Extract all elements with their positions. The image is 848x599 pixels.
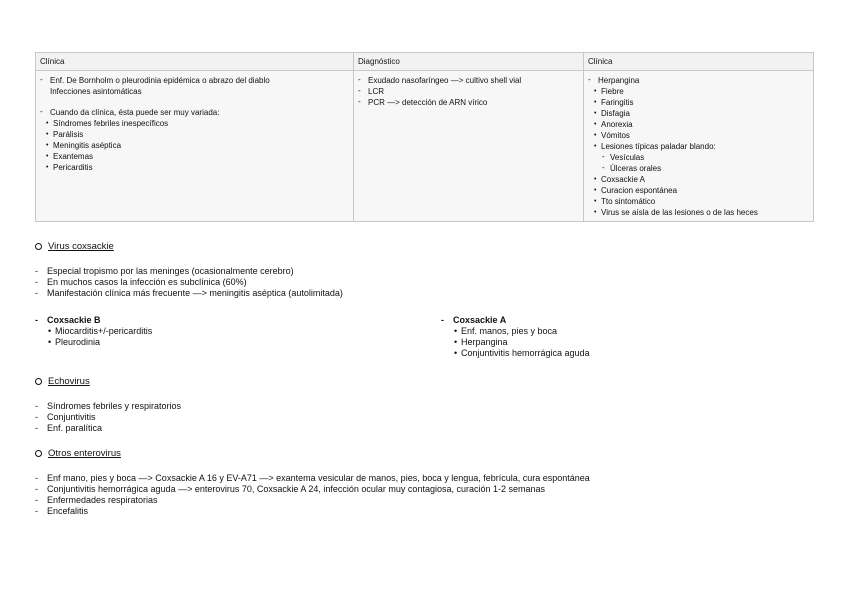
section-coxsackie — [35, 241, 114, 252]
section-title: Echovirus — [48, 376, 90, 387]
list-item: • Curacion espontánea — [588, 185, 809, 196]
section-echovirus — [35, 376, 90, 387]
list-item: - Herpangina — [588, 75, 809, 86]
list-item: • Fiebre — [588, 86, 809, 97]
circle-bullet-icon — [35, 378, 42, 385]
coxsackie-a-title: - Coxsackie A — [441, 315, 590, 326]
list-item: • Vómitos — [588, 130, 809, 141]
list-item: - Enf mano, pies y boca —> Coxsackie A 16 y EV-A71 —> exantema vesicular de manos, pies, boca y lengua, febrícula, cura espontánea — [35, 473, 590, 484]
list-item: - Encefalitis — [35, 506, 590, 517]
table-header-row — [36, 53, 814, 71]
section-title: Otros enterovirus — [48, 448, 121, 459]
list-item: • Coxsackie A — [588, 174, 809, 185]
list-item: - Úlceras orales — [588, 163, 809, 174]
cell-diagnostico — [354, 71, 584, 222]
coxsackie-lines — [35, 266, 343, 299]
list-item: • Meningitis aséptica — [40, 140, 349, 151]
list-item: • Pericarditis — [40, 162, 349, 173]
section-otros-enterovirus — [35, 448, 121, 459]
section-heading — [35, 448, 121, 459]
list-item: • Anorexia — [588, 119, 809, 130]
list-item: • Virus se aísla de las lesiones o de las heces — [588, 207, 809, 218]
list-item: • Parálisis — [40, 129, 349, 140]
section-heading — [35, 241, 114, 252]
list-item: - PCR —> detección de ARN vírico — [358, 97, 579, 108]
list-item: - Vesículas — [588, 152, 809, 163]
section-heading — [35, 376, 90, 387]
list-item: - Enfermedades respiratorias — [35, 495, 590, 506]
list-item: - Manifestación clínica más frecuente —> meningitis aséptica (autolimitada) — [35, 288, 343, 299]
cell-clinica-enterovirus — [36, 71, 354, 222]
list-item: • Herpangina — [441, 337, 590, 348]
list-item: - Cuando da clínica, ésta puede ser muy variada: — [40, 107, 349, 118]
cell-clinica-herpangina — [584, 71, 814, 222]
list-item: - Exudado nasofaríngeo —> cultivo shell vial — [358, 75, 579, 86]
list-item: • Pleurodinia — [35, 337, 152, 348]
list-item: - En muchos casos la infección es subclínica (60%) — [35, 277, 343, 288]
list-item: • Enf. manos, pies y boca — [441, 326, 590, 337]
list-item: - Síndromes febriles y respiratorios — [35, 401, 181, 412]
list-item: - LCR — [358, 86, 579, 97]
list-item: • Síndromes febriles inespecíficos — [40, 118, 349, 129]
list-item: • Disfagia — [588, 108, 809, 119]
circle-bullet-icon — [35, 450, 42, 457]
list-item: - Enf. De Bornholm o pleurodinia epidémica o abrazo del diablo Infecciones asintomáticas — [40, 75, 349, 97]
list-item: • Lesiones típicas paladar blando: — [588, 141, 809, 152]
list-item: • Faringitis — [588, 97, 809, 108]
list-item: - Especial tropismo por las meninges (ocasionalmente cerebro) — [35, 266, 343, 277]
list-item: • Exantemas — [40, 151, 349, 162]
list-item: • Tto sintomático — [588, 196, 809, 207]
otros-lines — [35, 473, 590, 517]
list-item: - Conjuntivitis — [35, 412, 181, 423]
clinical-table — [35, 52, 814, 222]
header-clinica-2: Clínica — [584, 53, 814, 71]
coxsackie-b-block — [35, 315, 152, 348]
list-item: • Conjuntivitis hemorrágica aguda — [441, 348, 590, 359]
list-item: - Enf. paralítica — [35, 423, 181, 434]
circle-bullet-icon — [35, 243, 42, 250]
header-clinica-1: Clínica — [36, 53, 354, 71]
header-diagnostico: Diagnóstico — [354, 53, 584, 71]
section-title: Virus coxsackie — [48, 241, 114, 252]
list-item: - Conjuntivitis hemorrágica aguda —> enterovirus 70, Coxsackie A 24, infección ocular muy contagiosa, curación 1-2 semanas — [35, 484, 590, 495]
echovirus-lines — [35, 401, 181, 434]
table-row — [36, 71, 814, 222]
coxsackie-b-title: - Coxsackie B — [35, 315, 152, 326]
list-item: • Miocarditis+/-pericarditis — [35, 326, 152, 337]
coxsackie-a-block — [441, 315, 590, 359]
